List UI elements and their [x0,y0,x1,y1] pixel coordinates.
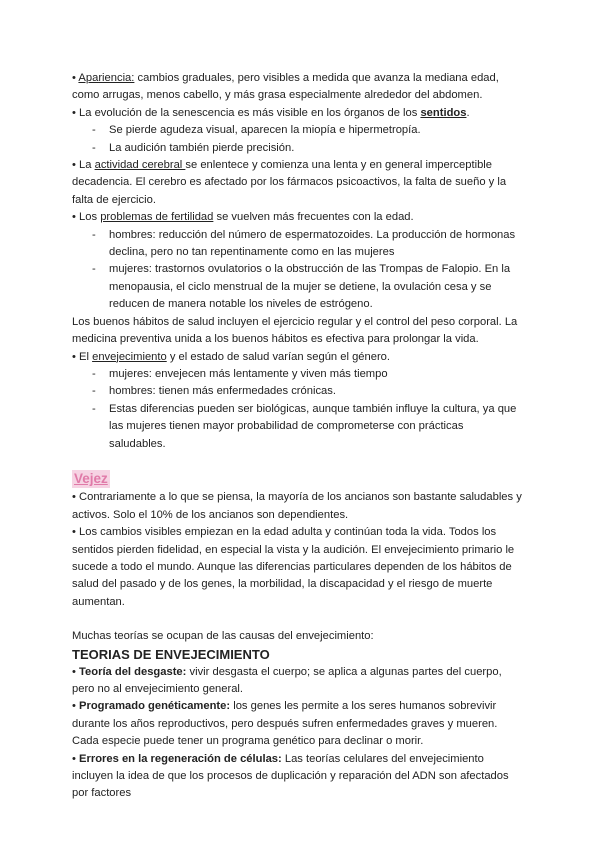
list-item: - Se pierde agudeza visual, aparecen la miopía e hipermetropía. [72,122,522,139]
vejez-paragraph-2: • Los cambios visibles empiezan en la edad adulta y continúan toda la vida. Todos los sentidos pierden fidelidad, en especial la vista y la audición. El envejecimiento primario le sucede a todo el mundo. Aunque las diferencias particulares dependen de los hábitos de salud del pasado y de los genes, la morbilidad, la discapacidad y el riesgo de muerte aumentan. [72,526,515,608]
bullet-glyph: • [72,159,76,172]
list-item: - hombres: tienen más enfermedades crónicas. [72,383,522,400]
list-item: - hombres: reducción del número de espermatozoides. La producción de hormonas declina, pero no tan repentinamente como en las mujeres [72,227,522,262]
bullet-actividad-cerebral: • La actividad cerebral se enlentece y comienza una lenta y en general imperceptible decadencia. El cerebro es afectado por los fármacos psicoactivos, la falta de sueño y la falta de ejercicio. [72,159,507,206]
bullet-glyph: • [72,752,80,765]
apariencia-label: Apariencia: [78,72,135,84]
vejez-heading: Vejez [74,470,108,486]
actividad-cerebral-label: actividad cerebral [94,159,186,172]
bullet-glyph: • [72,665,80,678]
list-item: - Estas diferencias pueden ser biológicas, aunque también influye la cultura, ya que las mujeres tienen mayor probabilidad de comprometerse con prácticas saludables. [72,401,522,453]
habitos-paragraph: Los buenos hábitos de salud incluyen el ejercicio regular y el control del peso corporal. La medicina preventiva unida a los buenos hábitos es efectiva para prolongar la vida. [72,315,518,346]
fertilidad-label: problemas de fertilidad [100,211,214,224]
list-item: - mujeres: envejecen más lentamente y viven más tiempo [72,366,522,383]
list-item: - mujeres: trastornos ovulatorios o la obstrucción de las Trompas de Falopio. En la menopausia, el ciclo menstrual de la mujer se detiene, la ovulación cesa y se reducen de manera notable los niveles de estrógeno. [72,261,522,313]
teoria-label: Programado genéticamente: [79,700,231,713]
document-page [72,70,522,803]
teorias-intro: Muchas teorías se ocupan de las causas del envejecimiento: [72,630,374,643]
teoria-desgaste: • Teoría del desgaste: vivir desgasta el cuerpo; se aplica a algunas partes del cuerpo, pero no al envejecimiento general. [72,665,502,695]
sentidos-list [72,122,522,157]
spacer [72,611,522,628]
genero-list [72,366,522,453]
fertilidad-list [72,227,522,314]
list-item: - La audición también pierde precisión. [72,140,522,157]
teorias-title: TEORIAS DE ENVEJECIMIENTO [72,646,270,662]
bullet-glyph: • [72,72,79,84]
sentidos-label: sentidos [420,106,467,119]
envejecimiento-label: envejecimiento [92,350,167,363]
bullet-glyph: • [72,700,80,713]
bullet-glyph: • [72,106,80,119]
bullet-fertilidad: • Los problemas de fertilidad se vuelven más frecuentes con la edad. [72,211,414,224]
vejez-paragraph-1: • Contrariamente a lo que se piensa, la mayoría de los ancianos son bastante saludables y activos. Solo el 10% de los ancianos son dependientes. [72,491,522,521]
bullet-apariencia: • Apariencia: cambios graduales, pero visibles a medida que avanza la mediana edad, como arrugas, menos cabello, y más grasa especialmente alrededor del abdomen. [72,72,499,102]
teoria-label: Teoría del desgaste: [79,665,187,678]
bullet-genero: • El envejecimiento y el estado de salud varían según el género. [72,350,391,363]
teoria-programado: • Programado genéticamente: los genes les permite a los seres humanos sobrevivir durante los años reproductivos, pero después sufren enfermedades graves y mueren. Cada especie puede tener un programa genético para declinar o morir. [72,700,498,748]
bullet-senescencia: • La evolución de la senescencia es más visible en los órganos de los sentidos. [72,106,470,119]
bullet-glyph: • [72,350,76,363]
bullet-glyph: • [72,211,76,224]
teoria-errores: • Errores en la regeneración de células: Las teorías celulares del envejecimiento incluyen la idea de que los procesos de duplicación y reparación del ADN son afectados por factores [72,752,509,800]
teoria-label: Errores en la regeneración de células: [79,752,282,765]
